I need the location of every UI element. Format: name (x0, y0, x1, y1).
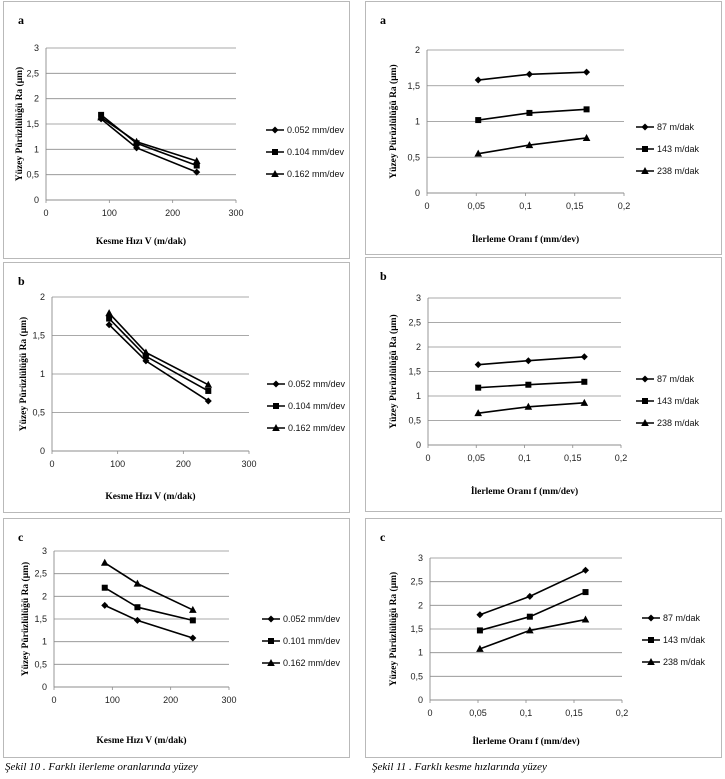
chart-panel-b-left (3, 262, 350, 513)
y-tick-label: 1,5 (410, 624, 423, 634)
panel-letter: b (380, 269, 387, 283)
data-point (476, 611, 483, 618)
y-tick-label: 0 (39, 446, 45, 456)
y-tick-label: 2 (414, 45, 420, 55)
y-tick-label: 0 (33, 195, 39, 205)
chart-panel-c-right (365, 518, 722, 758)
series-line (478, 72, 586, 80)
legend-label: 87 m/dak (657, 122, 695, 132)
x-tick-label: 0,15 (565, 201, 584, 211)
legend-label: 0.104 mm/dev (288, 401, 346, 411)
legend-entry (267, 379, 346, 389)
data-point (525, 382, 531, 388)
legend-entry (262, 658, 341, 668)
data-point (475, 385, 481, 391)
legend-entry (642, 635, 706, 645)
y-tick-label: 3 (41, 546, 47, 556)
y-tick-label: 0,5 (34, 659, 47, 670)
y-axis-title: Yüzey Pürüzlülüğü Ra (μm) (19, 316, 29, 432)
series (475, 69, 590, 84)
data-point (273, 381, 280, 388)
x-tick-label: 0,15 (563, 453, 582, 463)
data-point (526, 593, 533, 600)
data-point (101, 602, 108, 609)
y-tick-label: 0 (414, 188, 420, 198)
series (105, 309, 212, 388)
legend-entry (636, 374, 695, 384)
y-tick-label: 0 (415, 440, 421, 450)
data-point (642, 146, 648, 152)
panel-letter: b (18, 274, 25, 288)
data-point (581, 353, 588, 360)
series (476, 567, 589, 618)
data-point (642, 398, 648, 404)
series (98, 112, 200, 169)
x-tick-label: 0,05 (467, 201, 486, 211)
y-tick-label: 0,5 (26, 169, 39, 180)
y-tick-label: 1 (33, 144, 39, 155)
series (475, 353, 588, 368)
chart-svg (366, 258, 723, 513)
y-tick-label: 0,5 (410, 671, 423, 682)
series-line (101, 115, 197, 166)
y-axis-title: Yüzey Pürüzlülüğü Ra (μm) (389, 314, 399, 429)
x-tick-label: 0,05 (467, 453, 486, 463)
y-axis-title: Yüzey Pürüzlülüğü Ra (μm) (15, 66, 25, 182)
y-tick-label: 1 (415, 391, 421, 401)
y-tick-label: 1 (414, 116, 420, 127)
panel-letter: a (18, 13, 24, 27)
y-tick-label: 2 (39, 292, 45, 302)
y-tick-label: 1,5 (34, 614, 47, 624)
legend-entry (262, 636, 341, 646)
chart-panel-a-left (3, 1, 350, 259)
data-point (105, 309, 113, 316)
data-point (475, 117, 481, 123)
legend-label: 238 m/dak (657, 166, 700, 176)
y-tick-label: 0,5 (408, 415, 421, 426)
legend-entry (266, 169, 345, 179)
data-point (525, 357, 532, 364)
series-line (478, 138, 586, 154)
y-tick-label: 1,5 (408, 366, 421, 377)
legend-entry (636, 144, 700, 154)
data-point (134, 604, 140, 610)
data-point (134, 617, 141, 624)
legend-label: 87 m/dak (657, 374, 695, 384)
y-tick-label: 1 (41, 636, 47, 647)
x-tick-label: 300 (241, 459, 257, 469)
data-point (581, 379, 587, 385)
x-tick-label: 0 (424, 201, 430, 211)
legend-label: 0.052 mm/dev (283, 614, 341, 624)
legend-label: 238 m/dak (663, 657, 706, 667)
legend-label: 143 m/dak (657, 144, 700, 154)
data-point (583, 134, 591, 141)
data-point (273, 403, 279, 409)
y-tick-label: 1,5 (26, 119, 39, 129)
series (474, 134, 590, 157)
panel-letter: c (380, 530, 386, 544)
y-tick-label: 1 (39, 369, 45, 379)
legend-label: 0.052 mm/dev (288, 379, 346, 389)
legend-label: 0.162 mm/dev (283, 658, 341, 668)
x-tick-label: 0 (49, 459, 55, 469)
figure-caption-right: Şekil 11 . Farklı kesme hızlarında yüzey (372, 761, 547, 773)
chart-panel-c-left (3, 518, 350, 758)
y-tick-label: 2 (33, 93, 39, 104)
data-point (477, 627, 483, 633)
legend-label: 143 m/dak (663, 635, 706, 645)
data-point (642, 376, 649, 383)
y-tick-label: 2,5 (34, 568, 47, 579)
x-tick-label: 300 (221, 695, 237, 705)
data-point (584, 106, 590, 112)
legend-entry (266, 125, 345, 135)
panel-letter: a (380, 13, 386, 27)
y-tick-label: 0 (417, 695, 423, 705)
legend-entry (636, 122, 695, 132)
y-axis-title: Yüzey Pürüzlülüğü Ra (μm) (21, 561, 31, 677)
x-tick-label: 0,05 (469, 708, 487, 718)
legend-label: 238 m/dak (657, 418, 700, 428)
legend-label: 87 m/dak (663, 613, 701, 623)
y-tick-label: 3 (417, 553, 423, 563)
legend-entry (642, 613, 701, 623)
x-tick-label: 0 (427, 708, 433, 718)
y-axis-title: Yüzey Pürüzlülüğü Ra (μm) (389, 64, 399, 179)
data-point (648, 637, 654, 643)
series-line (105, 563, 193, 610)
figure-caption-left: Şekil 10 . Farklı ilerleme oranlarında yüzey (5, 761, 198, 773)
chart-panel-b-right (365, 257, 722, 512)
legend-entry (642, 657, 706, 667)
legend-label: 0.052 mm/dev (287, 125, 345, 135)
data-point (582, 567, 589, 574)
x-tick-label: 200 (165, 208, 181, 218)
data-point (101, 559, 109, 566)
data-point (583, 589, 589, 595)
chart-svg (4, 519, 351, 759)
data-point (268, 638, 274, 644)
legend-entry (636, 396, 700, 406)
series-line (480, 620, 586, 649)
y-tick-label: 3 (415, 293, 421, 303)
series (474, 399, 588, 416)
chart-svg (4, 263, 351, 514)
y-tick-label: 2,5 (410, 576, 423, 587)
y-axis-title: Yüzey Pürüzlülüğü Ra (μm) (389, 571, 399, 687)
x-axis-title: Kesme Hızı V (m/dak) (105, 492, 196, 502)
y-tick-label: 1 (417, 647, 423, 658)
y-tick-label: 1,5 (32, 330, 45, 341)
x-axis-title: İlerleme Oranı f (mm/dev) (472, 737, 580, 747)
data-point (583, 69, 590, 76)
x-tick-label: 200 (163, 695, 179, 705)
legend-label: 0.101 mm/dev (283, 636, 341, 646)
y-tick-label: 0,5 (407, 152, 420, 163)
data-point (272, 127, 279, 134)
legend-entry (262, 614, 341, 624)
y-tick-label: 2 (415, 342, 421, 352)
x-axis-title: Kesme Hızı V (m/dak) (96, 736, 187, 746)
series-line (480, 592, 586, 630)
series-line (478, 403, 584, 413)
legend-label: 0.104 mm/dev (287, 147, 345, 157)
data-point (475, 361, 482, 368)
y-tick-label: 3 (33, 43, 39, 53)
legend-entry (267, 423, 346, 433)
y-tick-label: 2,5 (408, 317, 421, 328)
data-point (205, 388, 211, 394)
legend-entry (266, 147, 345, 157)
data-point (526, 71, 533, 78)
chart-svg (366, 2, 723, 256)
legend-label: 0.162 mm/dev (288, 423, 346, 433)
series (475, 106, 589, 123)
x-axis-title: Kesme Hızı V (m/dak) (95, 237, 187, 247)
data-point (268, 616, 275, 623)
x-tick-label: 0 (51, 695, 57, 705)
x-tick-label: 100 (104, 695, 120, 705)
y-tick-label: 1,5 (407, 80, 420, 91)
x-tick-label: 100 (101, 208, 117, 218)
data-point (134, 580, 142, 587)
data-point (527, 614, 533, 620)
x-tick-label: 100 (110, 459, 126, 469)
chart-panel-a-right (365, 1, 722, 255)
data-point (475, 77, 482, 84)
data-point (102, 585, 108, 591)
x-tick-label: 0,1 (519, 201, 532, 211)
series (97, 113, 200, 164)
data-point (642, 124, 649, 131)
panel-letter: c (18, 530, 24, 544)
series-line (480, 570, 586, 614)
data-point (190, 617, 196, 623)
x-tick-label: 300 (228, 208, 244, 218)
x-axis-title: İlerleme Oranı f (mm/dev) (470, 487, 579, 497)
data-point (582, 616, 590, 623)
x-tick-label: 0,15 (565, 708, 583, 718)
data-point (189, 635, 196, 642)
x-axis-title: İlerleme Oranı f (mm/dev) (471, 235, 580, 245)
x-tick-label: 0,2 (615, 708, 629, 718)
legend-label: 0.162 mm/dev (287, 169, 345, 179)
x-tick-label: 0,1 (518, 453, 531, 463)
y-tick-label: 0,5 (32, 407, 45, 418)
x-tick-label: 0,1 (519, 708, 533, 718)
legend-label: 143 m/dak (657, 396, 700, 406)
data-point (648, 615, 655, 622)
chart-svg (366, 519, 723, 759)
y-tick-label: 2,5 (26, 68, 39, 79)
y-tick-label: 0 (41, 682, 47, 692)
series (476, 616, 589, 652)
chart-svg (4, 2, 351, 260)
y-tick-label: 2 (41, 591, 47, 602)
x-tick-label: 0,2 (617, 201, 631, 211)
legend-entry (636, 418, 700, 428)
legend-entry (636, 166, 700, 176)
data-point (526, 110, 532, 116)
x-tick-label: 0,2 (614, 453, 628, 463)
series (101, 602, 196, 642)
data-point (272, 149, 278, 155)
x-tick-label: 0 (43, 208, 49, 218)
y-tick-label: 2 (417, 600, 423, 611)
series (101, 559, 197, 613)
series (475, 379, 587, 391)
x-tick-label: 200 (175, 459, 191, 469)
x-tick-label: 0 (425, 453, 431, 463)
legend-entry (267, 401, 346, 411)
